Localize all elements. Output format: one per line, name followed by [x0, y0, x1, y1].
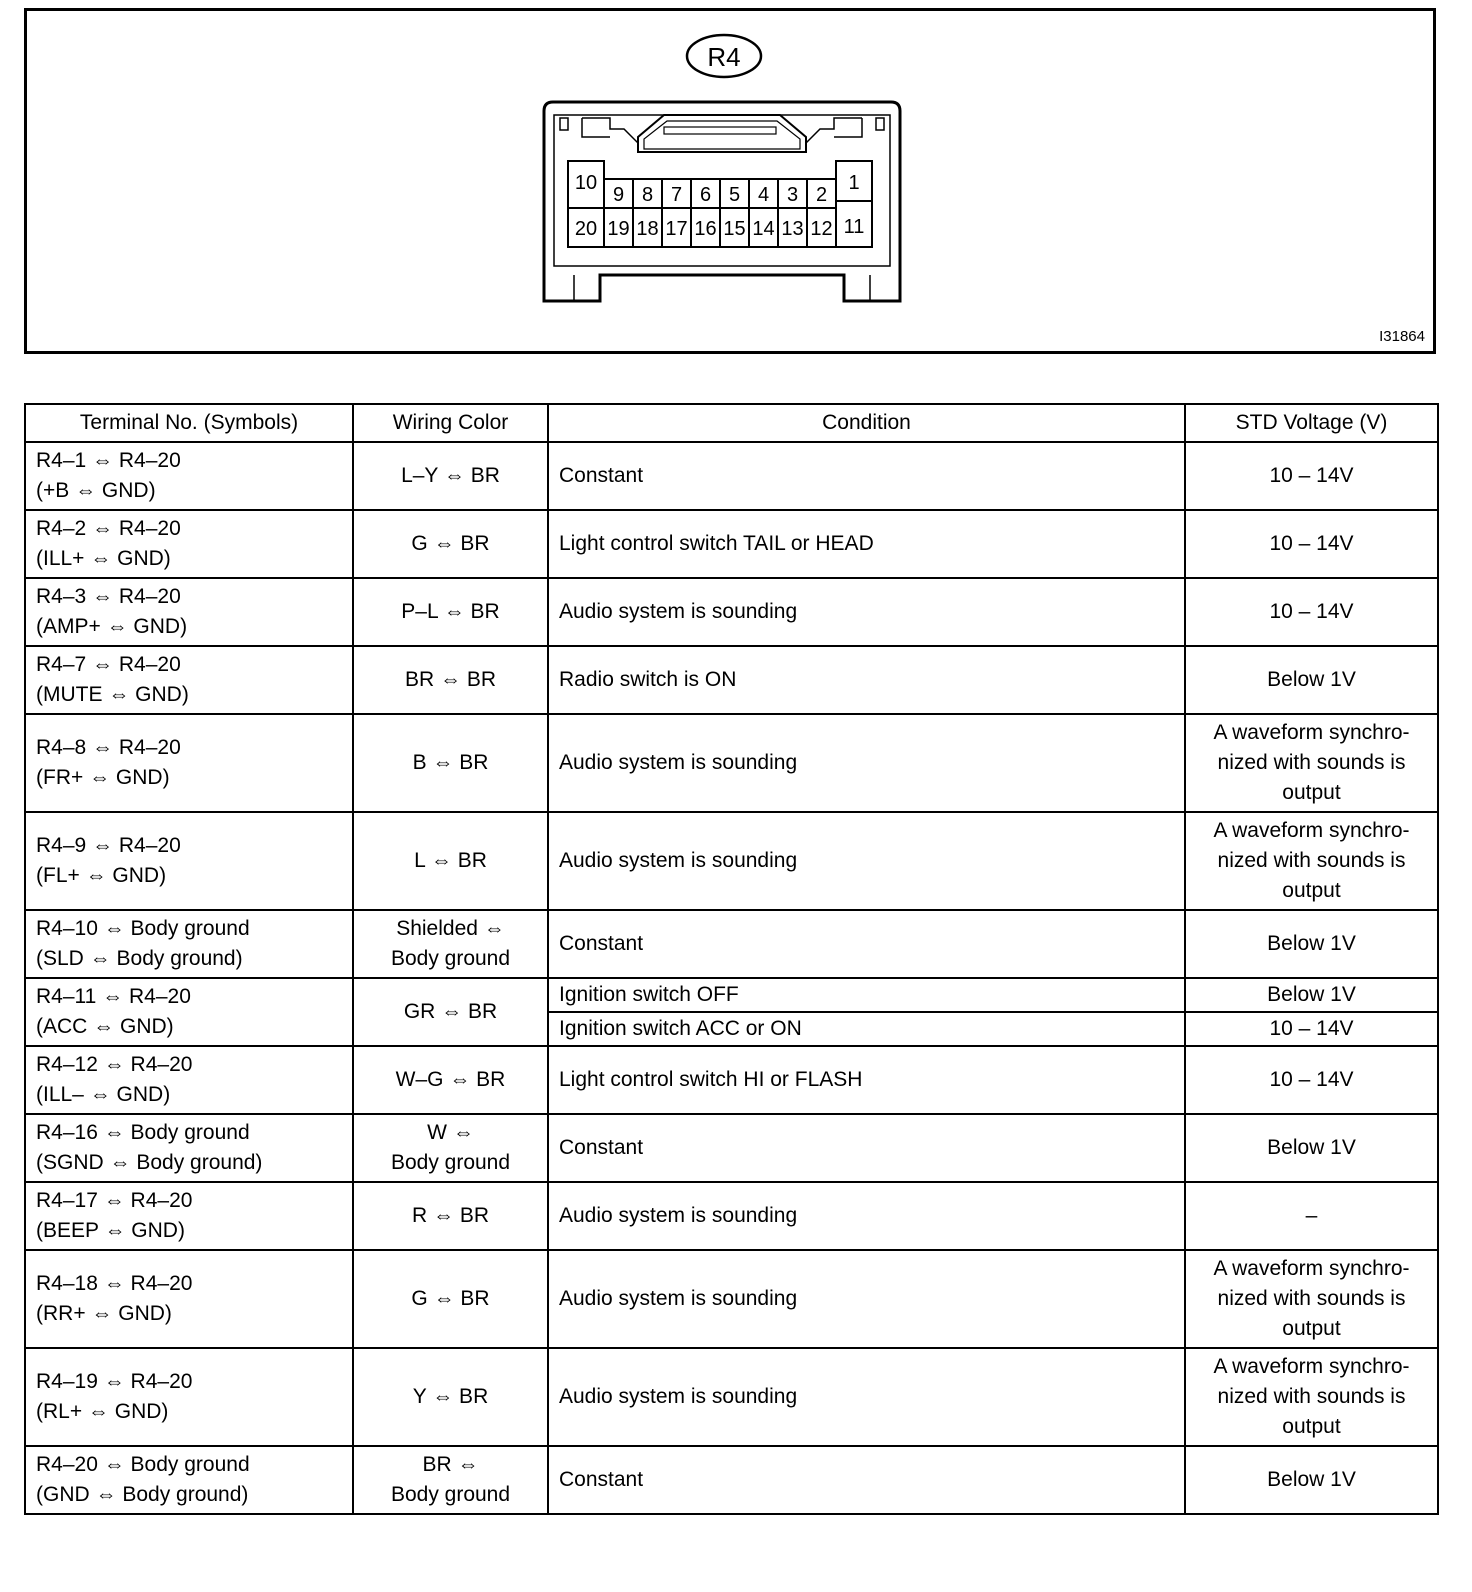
table-row: [25, 714, 1438, 812]
condition-cell: Constant: [548, 442, 1185, 510]
condition-cell: Audio system is sounding: [548, 578, 1185, 646]
condition-cell: Light control switch HI or FLASH: [548, 1046, 1185, 1114]
wiring-color-cell: [353, 442, 548, 510]
wiring-color: Body ground: [390, 1151, 511, 1174]
wiring-color-cell: [353, 1250, 548, 1348]
terminal-symbols: (BEEP ⇔ GND): [36, 1219, 185, 1242]
table-row: [25, 1348, 1438, 1446]
pin-2: 2: [815, 184, 828, 206]
wiring-color-cell: [353, 646, 548, 714]
terminal-cell: [25, 1446, 353, 1514]
terminal-pair: R4–11 ⇔ R4–20: [36, 985, 191, 1008]
condition-cell: Constant: [548, 1446, 1185, 1514]
std-voltage-cell: [1185, 1182, 1438, 1250]
std-voltage-cell: [1185, 1046, 1438, 1114]
pin-4: 4: [757, 184, 770, 206]
condition-cell: Audio system is sounding: [548, 812, 1185, 910]
terminal-symbols: (ILL+ ⇔ GND): [36, 547, 171, 570]
condition-cell: Light control switch TAIL or HEAD: [548, 510, 1185, 578]
condition-cell: Radio switch is ON: [548, 646, 1185, 714]
wiring-color-cell: [353, 1348, 548, 1446]
terminal-pair: R4–8 ⇔ R4–20: [36, 736, 181, 759]
std-voltage-line: A waveform synchro-: [1213, 1355, 1410, 1378]
terminal-symbols: (FR+ ⇔ GND): [36, 766, 170, 789]
std-voltage-line: A waveform synchro-: [1213, 721, 1410, 744]
std-voltage-line: 10 – 14V: [1269, 600, 1354, 623]
table-row: [25, 1182, 1438, 1250]
terminal-cell: [25, 910, 353, 978]
std-voltage-cell: [1185, 812, 1438, 910]
std-voltage-cell: [1185, 978, 1438, 1012]
terminal-cell: [25, 1114, 353, 1182]
terminal-table: [24, 403, 1439, 1515]
pin-6: 6: [699, 184, 712, 206]
wiring-color-cell: [353, 578, 548, 646]
terminal-pair: R4–2 ⇔ R4–20: [36, 517, 181, 540]
figure-id: I31864: [1379, 328, 1425, 345]
header-terminal: Terminal No. (Symbols): [25, 404, 353, 442]
std-voltage-cell: [1185, 646, 1438, 714]
terminal-cell: [25, 1250, 353, 1348]
terminal-pair: R4–17 ⇔ R4–20: [36, 1189, 193, 1212]
header-condition: Condition: [548, 404, 1185, 442]
table-header-row: [25, 404, 1438, 442]
wiring-color: Body ground: [390, 947, 511, 970]
condition-cell: Ignition switch OFF: [548, 978, 1185, 1012]
terminal-cell: [25, 1182, 353, 1250]
wiring-color: W ⇔: [427, 1121, 474, 1144]
std-voltage-cell: [1185, 1348, 1438, 1446]
wiring-color-cell: [353, 510, 548, 578]
terminal-cell: [25, 1348, 353, 1446]
pin-12: 12: [810, 218, 833, 240]
wiring-color: Body ground: [390, 1483, 511, 1506]
terminal-symbols: (SLD ⇔ Body ground): [36, 947, 243, 970]
terminal-symbols: (ILL– ⇔ GND): [36, 1083, 171, 1106]
std-voltage-line: output: [1282, 781, 1341, 804]
terminal-pair: R4–1 ⇔ R4–20: [36, 449, 181, 472]
pin-3: 3: [786, 184, 799, 206]
std-voltage-line: A waveform synchro-: [1213, 819, 1410, 842]
wiring-color: L ⇔ BR: [414, 849, 487, 872]
wiring-color: GR ⇔ BR: [403, 1000, 498, 1023]
pin-16: 16: [694, 218, 717, 240]
terminal-pair: R4–19 ⇔ R4–20: [36, 1370, 193, 1393]
std-voltage-line: Below 1V: [1267, 1468, 1356, 1491]
wiring-color: BR ⇔: [422, 1453, 479, 1476]
wiring-color-cell: [353, 812, 548, 910]
terminal-symbols: (+B ⇔ GND): [36, 479, 156, 502]
terminal-pair: R4–7 ⇔ R4–20: [36, 653, 181, 676]
header-std-voltage: STD Voltage (V): [1185, 404, 1438, 442]
terminal-cell: [25, 442, 353, 510]
std-voltage-line: Below 1V: [1267, 932, 1356, 955]
wiring-color-cell: [353, 1446, 548, 1514]
terminal-symbols: (GND ⇔ Body ground): [36, 1483, 249, 1506]
terminal-cell: [25, 812, 353, 910]
std-voltage-line: nized with sounds is: [1217, 1385, 1406, 1408]
terminal-cell: [25, 714, 353, 812]
terminal-pair: R4–12 ⇔ R4–20: [36, 1053, 193, 1076]
std-voltage-line: 10 – 14V: [1269, 1017, 1354, 1040]
wiring-color-cell: [353, 978, 548, 1046]
condition-cell: Audio system is sounding: [548, 1250, 1185, 1348]
std-voltage-cell: [1185, 510, 1438, 578]
std-voltage-line: output: [1282, 1415, 1341, 1438]
std-voltage-line: –: [1305, 1204, 1318, 1227]
table-row: [25, 578, 1438, 646]
std-voltage-line: A waveform synchro-: [1213, 1257, 1410, 1280]
std-voltage-line: Below 1V: [1267, 668, 1356, 691]
terminal-pair: R4–3 ⇔ R4–20: [36, 585, 181, 608]
terminal-cell: [25, 510, 353, 578]
wiring-color-cell: [353, 1182, 548, 1250]
wiring-color: Y ⇔ BR: [412, 1385, 489, 1408]
terminal-symbols: (FL+ ⇔ GND): [36, 864, 167, 887]
terminal-cell: [25, 1046, 353, 1114]
std-voltage-cell: [1185, 1012, 1438, 1046]
wiring-color-cell: [353, 910, 548, 978]
table-row: [25, 812, 1438, 910]
table-row: [25, 1446, 1438, 1514]
std-voltage-line: Below 1V: [1267, 1136, 1356, 1159]
terminal-cell: [25, 978, 353, 1046]
condition-cell: Audio system is sounding: [548, 714, 1185, 812]
wiring-color: G ⇔ BR: [411, 532, 490, 555]
pin-9: 9: [612, 184, 625, 206]
lock-slot-left: [560, 118, 568, 130]
condition-cell: Ignition switch ACC or ON: [548, 1012, 1185, 1046]
wiring-color-cell: [353, 714, 548, 812]
connector-diagram: [27, 11, 1433, 351]
std-voltage-cell: [1185, 578, 1438, 646]
std-voltage-cell: [1185, 910, 1438, 978]
table-row: [25, 1250, 1438, 1348]
terminal-pair: R4–20 ⇔ Body ground: [36, 1453, 250, 1476]
wiring-color: Shielded ⇔: [396, 917, 505, 940]
lock-slot-right: [876, 118, 884, 130]
table-row: [25, 646, 1438, 714]
table-row: [25, 1114, 1438, 1182]
std-voltage-line: Below 1V: [1267, 983, 1356, 1006]
pin-8: 8: [641, 184, 654, 206]
pin-grid: [568, 161, 872, 247]
std-voltage-cell: [1185, 1114, 1438, 1182]
pin-17: 17: [665, 218, 688, 240]
std-voltage-line: nized with sounds is: [1217, 1287, 1406, 1310]
wiring-color: BR ⇔ BR: [404, 668, 496, 691]
terminal-symbols: (MUTE ⇔ GND): [36, 683, 189, 706]
wiring-color: R ⇔ BR: [411, 1204, 489, 1227]
std-voltage-line: nized with sounds is: [1217, 751, 1406, 774]
std-voltage-cell: [1185, 1446, 1438, 1514]
wiring-color: W–G ⇔ BR: [395, 1068, 506, 1091]
condition-cell: Constant: [548, 910, 1185, 978]
pin-19: 19: [607, 218, 630, 240]
condition-cell: Constant: [548, 1114, 1185, 1182]
wiring-color: L–Y ⇔ BR: [401, 464, 500, 487]
std-voltage-line: nized with sounds is: [1217, 849, 1406, 872]
terminal-pair: R4–18 ⇔ R4–20: [36, 1272, 193, 1295]
std-voltage-cell: [1185, 442, 1438, 510]
wiring-color-cell: [353, 1046, 548, 1114]
table-row: [25, 442, 1438, 510]
terminal-pair: R4–16 ⇔ Body ground: [36, 1121, 250, 1144]
terminal-symbols: (ACC ⇔ GND): [36, 1015, 174, 1038]
terminal-symbols: (RR+ ⇔ GND): [36, 1302, 172, 1325]
wiring-color: G ⇔ BR: [411, 1287, 490, 1310]
pin-5: 5: [728, 184, 741, 206]
pin-18: 18: [636, 218, 659, 240]
std-voltage-line: 10 – 14V: [1269, 1068, 1354, 1091]
table-row: [25, 1046, 1438, 1114]
std-voltage-line: output: [1282, 879, 1341, 902]
pin-20: 20: [574, 218, 598, 240]
terminal-cell: [25, 646, 353, 714]
pin-7: 7: [670, 184, 683, 206]
wiring-color-cell: [353, 1114, 548, 1182]
std-voltage-cell: [1185, 714, 1438, 812]
pin-14: 14: [752, 218, 775, 240]
terminal-pair: R4–10 ⇔ Body ground: [36, 917, 250, 940]
connector-figure: [24, 8, 1436, 354]
condition-cell: Audio system is sounding: [548, 1348, 1185, 1446]
pin-13: 13: [781, 218, 804, 240]
header-wiring-color: Wiring Color: [353, 404, 548, 442]
pin-15: 15: [723, 218, 746, 240]
terminal-symbols: (RL+ ⇔ GND): [36, 1400, 169, 1423]
condition-cell: Audio system is sounding: [548, 1182, 1185, 1250]
std-voltage-line: output: [1282, 1317, 1341, 1340]
terminal-pair: R4–9 ⇔ R4–20: [36, 834, 181, 857]
table-row: [25, 910, 1438, 978]
wiring-color: P–L ⇔ BR: [401, 600, 500, 623]
pin-11: 11: [843, 216, 865, 238]
pin-1: 1: [848, 172, 860, 194]
std-voltage-line: 10 – 14V: [1269, 464, 1354, 487]
table-row: [25, 510, 1438, 578]
std-voltage-cell: [1185, 1250, 1438, 1348]
pin-10: 10: [574, 172, 598, 194]
wiring-color: B ⇔ BR: [412, 751, 489, 774]
terminal-symbols: (AMP+ ⇔ GND): [36, 615, 188, 638]
terminal-cell: [25, 578, 353, 646]
terminal-symbols: (SGND ⇔ Body ground): [36, 1151, 263, 1174]
table-row: [25, 978, 1438, 1012]
connector-label: R4: [707, 42, 741, 72]
std-voltage-line: 10 – 14V: [1269, 532, 1354, 555]
